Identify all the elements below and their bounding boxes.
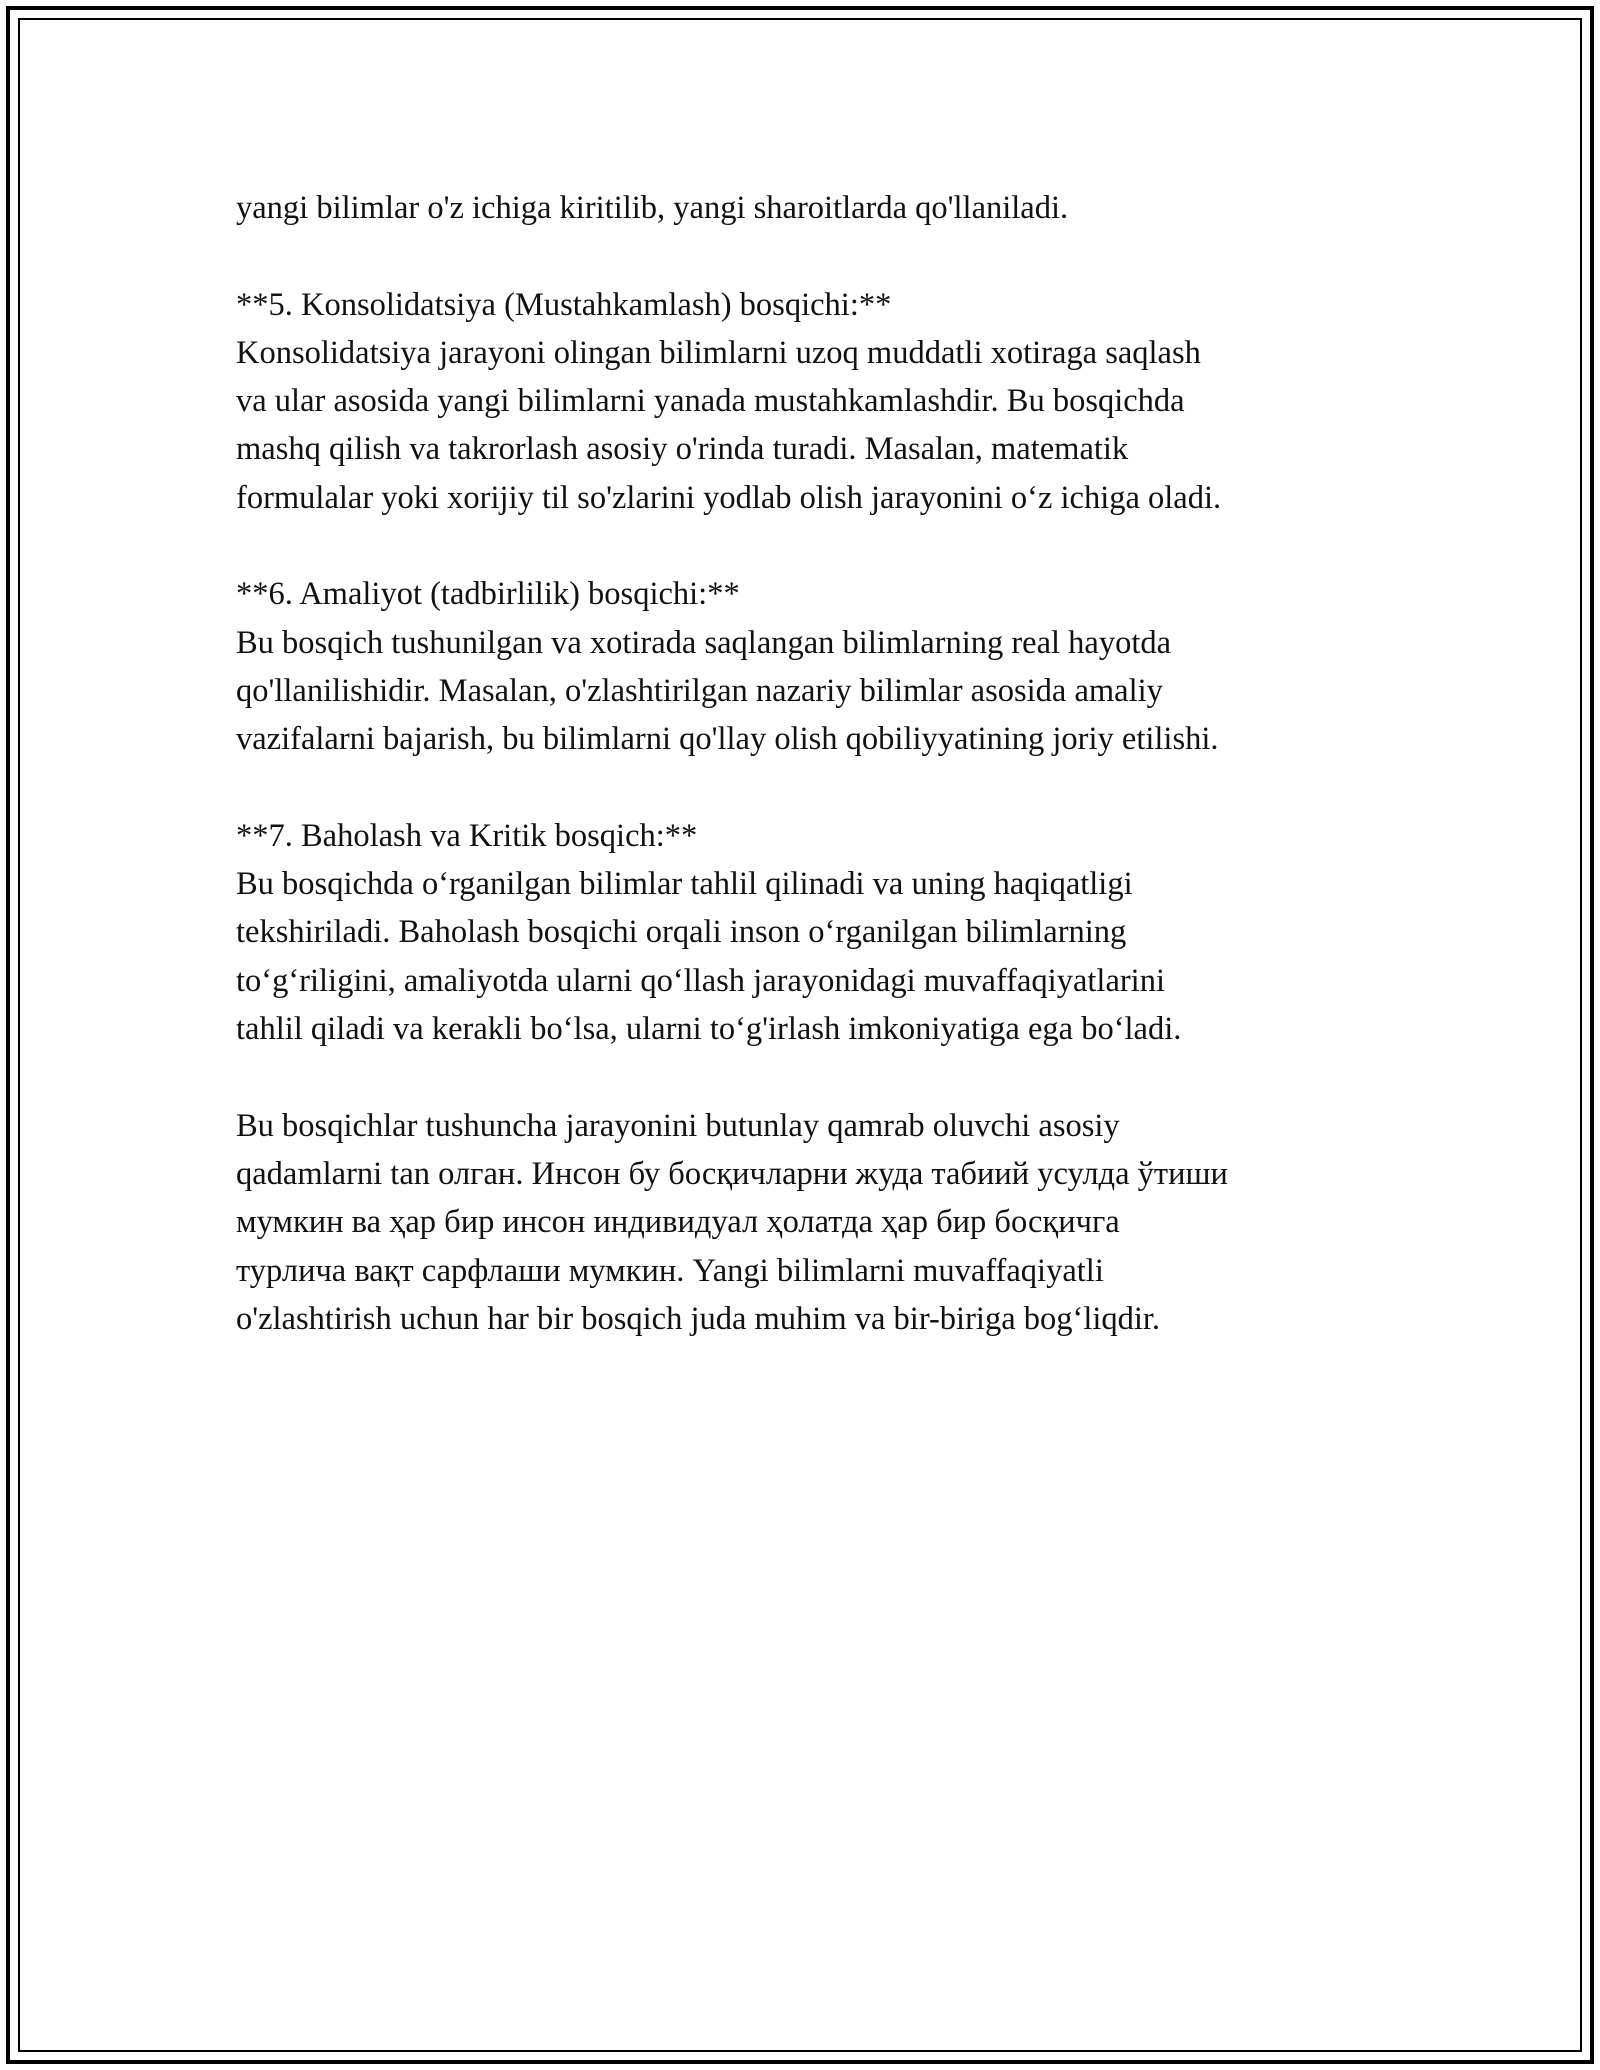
text-line: турлича вақт сарфлаши мумкин. Yangi bilimlarni muvaffaqiyatli	[236, 1252, 1104, 1289]
paragraph-continuation	[236, 184, 1416, 232]
paragraph-practice-stage	[236, 570, 1416, 763]
text-line: Bu bosqichlar tushuncha jarayonini butunlay qamrab oluvchi asosiy	[236, 1107, 1120, 1144]
text-line: Konsolidatsiya jarayoni olingan bilimlarni uzoq muddatli xotiraga saqlash	[236, 334, 1201, 371]
text-line: tahlil qiladi va kerakli boʻlsa, ularni toʻg'irlash imkoniyatiga ega boʻladi.	[236, 1011, 1182, 1048]
section-heading: **5. Konsolidatsiya (Mustahkamlash) bosqichi:**	[236, 286, 892, 323]
section-heading: **7. Baholash va Kritik bosqich:**	[236, 817, 698, 854]
text-line: va ular asosida yangi bilimlarni yanada mustahkamlashdir. Bu bosqichda	[236, 383, 1185, 420]
text-line: formulalar yoki xorijiy til so'zlarini yodlab olish jarayonini oʻz ichiga oladi.	[236, 479, 1222, 516]
text-line: Bu bosqich tushunilgan va xotirada saqlangan bilimlarning real hayotda	[236, 624, 1172, 661]
text-line: Bu bosqichda oʻrganilgan bilimlar tahlil qilinadi va uning haqiqatligi	[236, 866, 1133, 903]
text-line: tekshiriladi. Baholash bosqichi orqali inson oʻrganilgan bilimlarning	[236, 914, 1127, 951]
text-line: qadamlarni tan олган. Инсон бу босқичларни жуда табиий усулда ўтиши	[236, 1155, 1228, 1192]
paragraph-evaluation-stage	[236, 812, 1416, 1053]
text-line: yangi bilimlar o'z ichiga kiritilib, yangi sharoitlarda qo'llaniladi.	[236, 190, 1069, 226]
text-line: qo'llanilishidir. Masalan, o'zlashtirilgan nazariy bilimlar asosida amaliy	[236, 672, 1163, 709]
paragraph-consolidation-stage	[236, 281, 1416, 522]
document-body	[236, 184, 1416, 1391]
text-line: o'zlashtirish uchun har bir bosqich juda muhim va bir-biriga bogʻliqdir.	[236, 1300, 1161, 1337]
text-line: vazifalarni bajarish, bu bilimlarni qo'llay olish qobiliyyatining joriy etilishi.	[236, 721, 1219, 758]
paragraph-conclusion	[236, 1102, 1416, 1343]
section-heading: **6. Amaliyot (tadbirlilik) bosqichi:**	[236, 576, 740, 613]
text-line: мумкин ва ҳар бир инсон индивидуал ҳолатда ҳар бир босқичга	[236, 1204, 1120, 1241]
text-line: mashq qilish va takrorlash asosiy o'rinda turadi. Masalan, matematik	[236, 431, 1129, 468]
text-line: toʻgʻriligini, amaliyotda ularni qoʻllash jarayonidagi muvaffaqiyatlarini	[236, 962, 1165, 999]
